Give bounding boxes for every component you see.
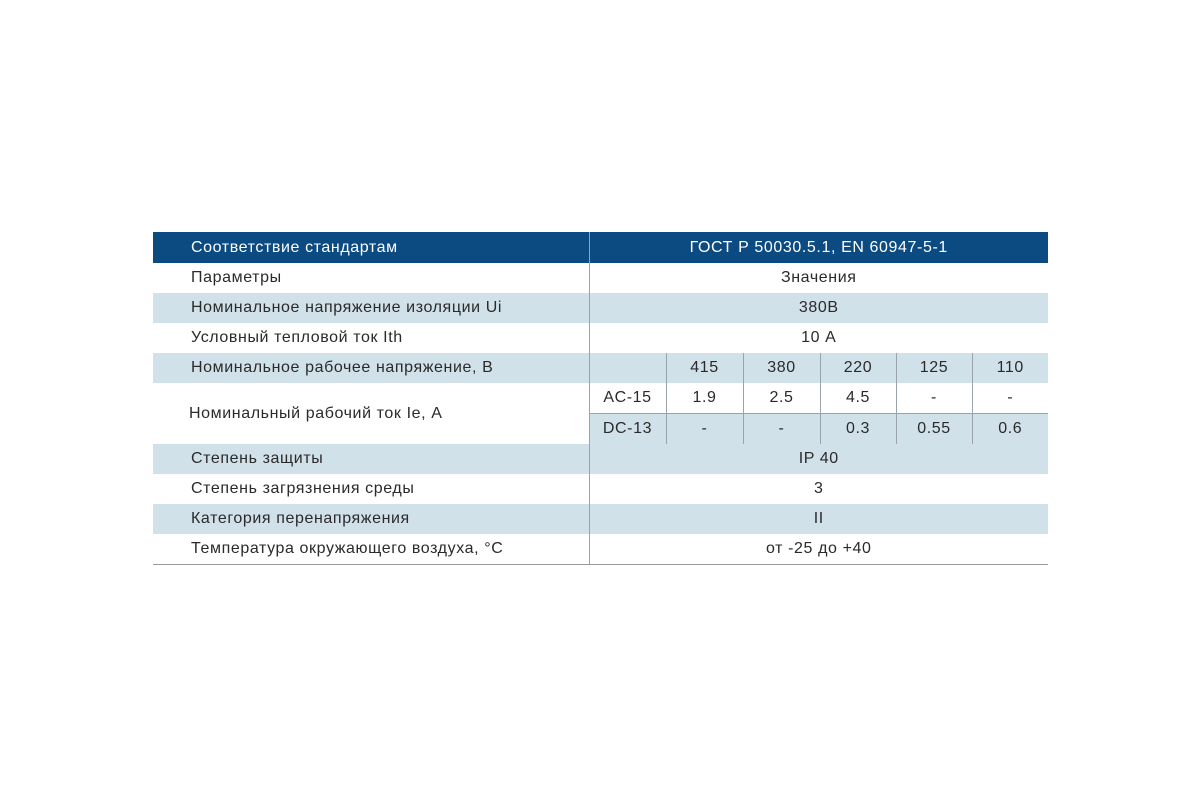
dc-value: 0.55 [896, 414, 972, 445]
ac-value: 4.5 [820, 383, 896, 414]
current-label: Номинальный рабочий ток Ie, А [153, 383, 589, 444]
voltage-value: 125 [896, 353, 972, 383]
ac-value: - [896, 383, 972, 414]
table-row [153, 263, 1048, 293]
table-row [153, 504, 1048, 534]
temperature-value: от -25 до +40 [589, 534, 1048, 565]
pollution-value: 3 [589, 474, 1048, 504]
insulation-value: 380В [589, 293, 1048, 323]
overvoltage-value: II [589, 504, 1048, 534]
header-value: ГОСТ Р 50030.5.1, EN 60947-5-1 [589, 232, 1048, 263]
specifications-table [153, 232, 1048, 565]
dc-value: 0.3 [820, 414, 896, 445]
temperature-label: Температура окружающего воздуха, °С [153, 534, 589, 565]
thermal-value: 10 А [589, 323, 1048, 353]
ac-value: 1.9 [666, 383, 743, 414]
ac-category: AC-15 [589, 383, 666, 414]
table-row [153, 383, 1048, 414]
voltage-value: 220 [820, 353, 896, 383]
header-label: Соответствие стандартам [153, 232, 589, 263]
voltage-value: 415 [666, 353, 743, 383]
table-row [153, 323, 1048, 353]
table-row [153, 353, 1048, 383]
header-row [153, 232, 1048, 263]
dc-value: - [743, 414, 820, 445]
dc-value: 0.6 [972, 414, 1048, 445]
thermal-label: Условный тепловой ток Ith [153, 323, 589, 353]
ac-value: - [972, 383, 1048, 414]
table-row [153, 474, 1048, 504]
table-row [153, 293, 1048, 323]
table-row [153, 534, 1048, 565]
protection-value: IP 40 [589, 444, 1048, 474]
params-value: Значения [589, 263, 1048, 293]
params-label: Параметры [153, 263, 589, 293]
table-row [153, 444, 1048, 474]
voltage-value: 110 [972, 353, 1048, 383]
dc-category: DC-13 [589, 414, 666, 445]
dc-value: - [666, 414, 743, 445]
insulation-label: Номинальное напряжение изоляции Ui [153, 293, 589, 323]
overvoltage-label: Категория перенапряжения [153, 504, 589, 534]
protection-label: Степень защиты [153, 444, 589, 474]
voltage-label: Номинальное рабочее напряжение, В [153, 353, 589, 383]
voltage-value: 380 [743, 353, 820, 383]
pollution-label: Степень загрязнения среды [153, 474, 589, 504]
ac-value: 2.5 [743, 383, 820, 414]
voltage-empty-cell [589, 353, 666, 383]
